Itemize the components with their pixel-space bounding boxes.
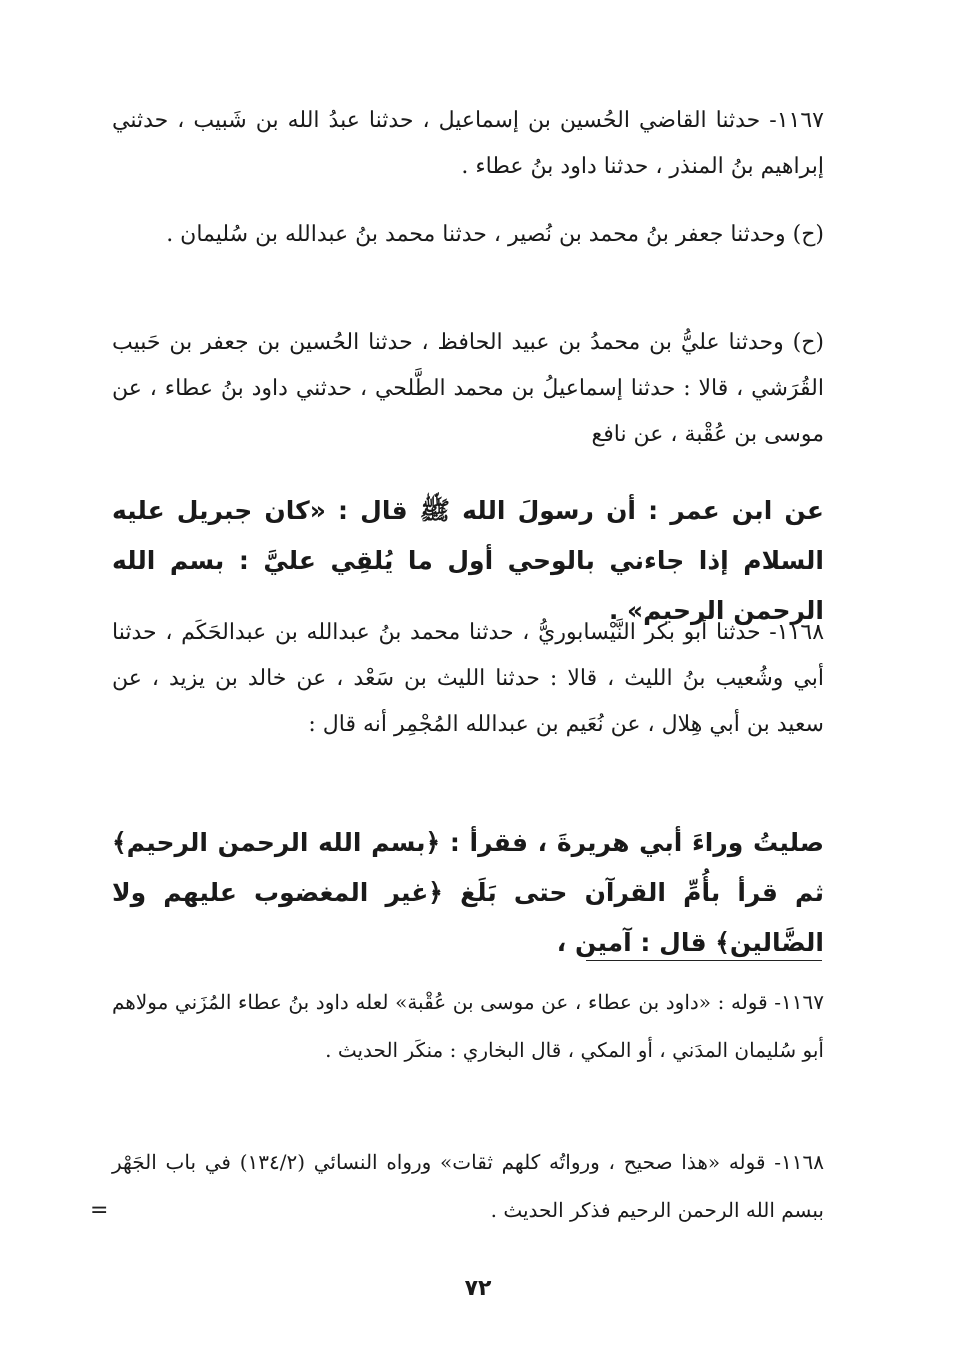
hadith-1168-isnad: ١١٦٨- حدثنا أبو بكر النَّيْسابوريُّ ، حدثنا محمد بنُ عبدالله بن عبدالحَكَم ، حدثنا أبي وشُعيب بنُ الليث ، قالا : حدثنا الليث بن سَعْد ، عن خالد بن يزيد ، عن سعيد بن أبي هِلال ، عن نُعَيم بن عبدالله المُجْمِر أنه قال : [112,620,825,737]
hadith-1167-isnad: ١١٦٧- حدثنا القاضي الحُسين بن إسماعيل ، حدثنا عبدُ الله بن شَبيب ، حدثني إبراهيم بنُ المنذر ، حدثنا داود بنُ عطاء . [112,108,824,179]
page-number: ٧٢ [464,1276,492,1301]
hadith-1167-matn: عن ابن عمر : أن رسولَ الله ﷺ قال : «كان جبريل عليه السلام إذا جاءني بالوحي أول ما يُلقِي عليَّ : بسم الله الرحمن الرحيم» . [112,496,824,625]
footnote-1167: ١١٦٧- قوله : «داود بن عطاء ، عن موسى بن عُقْبة» لعله داود بنُ عطاء المُزَني مولاهم أبو سُليمان المدَني ، أو المكي ، قال البخاري : منكَر الحديث . [112,990,824,1062]
hadith-1167-isnad-third-chain: (ح) وحدثنا عليُّ بن محمدُ بن عبيد الحافظ ، حدثنا الحُسين بن جعفر بن حَبيب القُرَشي ، قالا : حدثنا إسماعيلُ بن محمد الطَّلحي ، حدثني داود بنُ عطاء ، عن موسى بن عُقْبة ، عن نافع [112,330,824,447]
hadith-1167-isnad-second-chain: (ح) وحدثنا جعفر بنُ محمد بن نُصير ، حدثنا محمد بنُ عبدالله بن سُليمان . [166,222,824,247]
footnote-separator [586,960,822,961]
continuation-mark: = [90,1198,109,1223]
footnote-1168: ١١٦٨- قوله «هذا صحيح ، ورواتُه كلهم ثقات» ورواه النسائي (١٣٤/٢) في باب الجَهْر ببسم الله الرحمن الرحيم فذكر الحديث . [112,1150,824,1222]
hadith-1168-matn: صليتُ وراءَ أبي هريرةَ ، فقرأ : ﴿بسم الله الرحمن الرحيم﴾ ثم قرأ بأُمِّ القرآن حتى بَلَغ ﴿غير المغضوب عليهم ولا الضَّالين﴾ قال : آمين ، [112,828,824,957]
